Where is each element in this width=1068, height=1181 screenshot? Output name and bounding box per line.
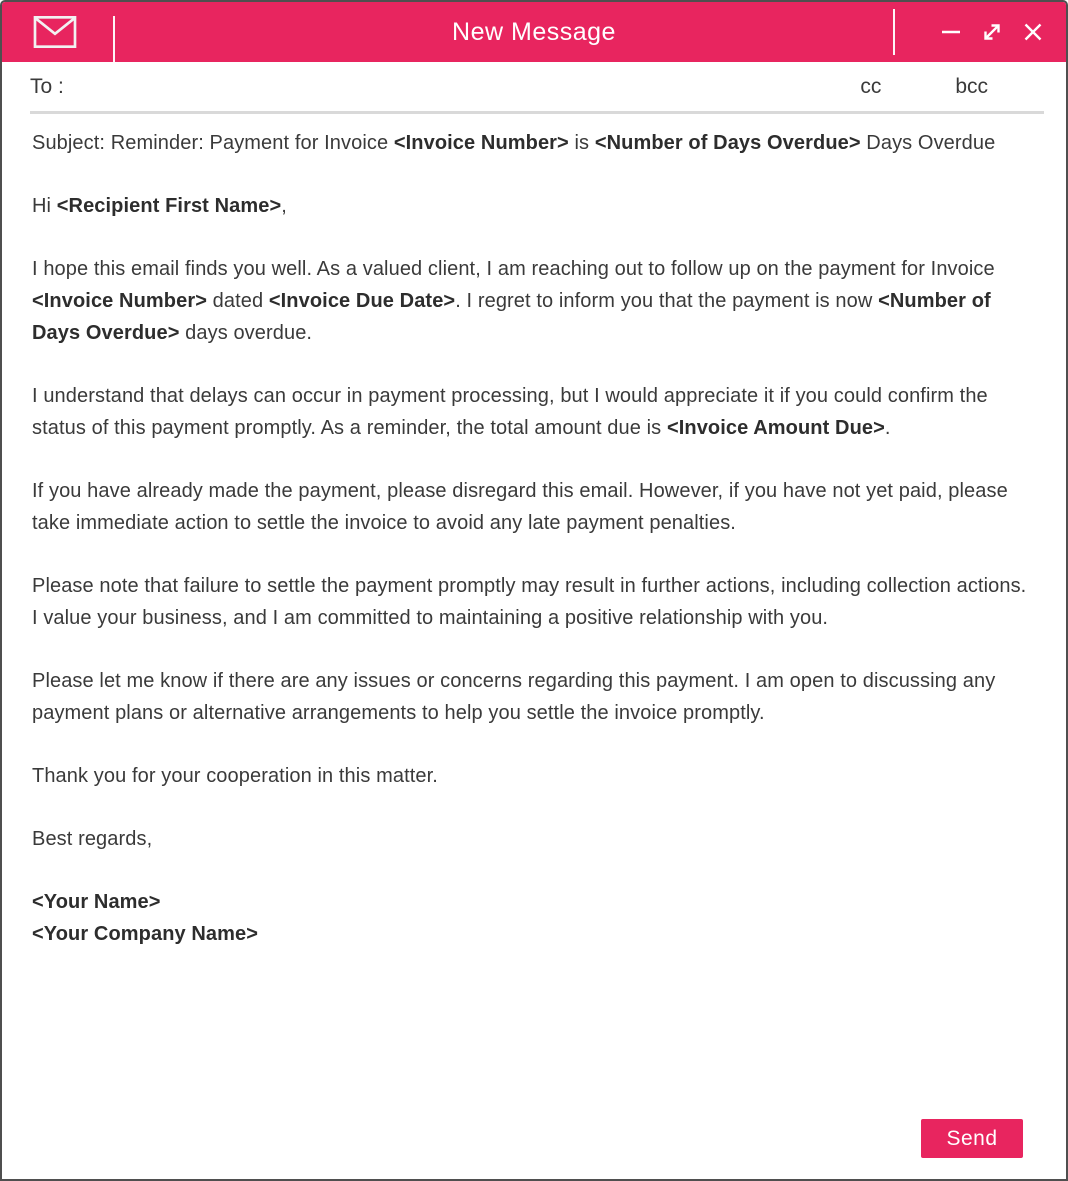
- envelope-icon: [33, 16, 77, 48]
- close-button[interactable]: [1020, 12, 1046, 52]
- expand-icon: [980, 20, 1004, 44]
- window-controls: [893, 9, 1066, 55]
- titlebar-left-divider: [113, 16, 115, 62]
- body-text: If you have already made the payment, please disregard this email. However, if you have not yet paid, please take immediate action to settle the invoice to avoid any late payment penalties.: [32, 480, 1014, 534]
- merge-field: <Number of Days Overdue>: [32, 290, 997, 344]
- paragraph-disregard: [32, 475, 1030, 539]
- titlebar: [2, 2, 1066, 62]
- greeting: [32, 190, 1030, 222]
- body-text: Subject: Reminder: Payment for Invoice: [32, 132, 394, 154]
- resize-button[interactable]: [979, 12, 1005, 52]
- titlebar-right-divider: [893, 9, 895, 55]
- merge-field: <Invoice Number>: [32, 290, 207, 312]
- close-icon: [1022, 21, 1044, 43]
- body-text: Days Overdue: [860, 132, 996, 154]
- minimize-icon: [940, 21, 962, 43]
- body-text: is: [568, 132, 595, 154]
- body-text: Thank you for your cooperation in this matter.: [32, 765, 438, 787]
- signature: [32, 886, 1030, 950]
- to-label: To :: [30, 74, 64, 98]
- window-title: New Message: [452, 17, 616, 46]
- message-body[interactable]: [2, 114, 1066, 1119]
- merge-field: <Invoice Amount Due>: [666, 417, 885, 439]
- body-text: ,: [281, 195, 287, 217]
- cc-button[interactable]: cc: [856, 73, 885, 101]
- body-text: .: [884, 417, 891, 439]
- merge-field: <Your Name>: [32, 891, 161, 913]
- bcc-button[interactable]: bcc: [951, 73, 992, 101]
- subject-line: [32, 127, 1030, 159]
- merge-field: <Recipient First Name>: [56, 195, 282, 217]
- merge-field: <Invoice Due Date>: [268, 290, 456, 312]
- body-text: dated: [207, 290, 269, 312]
- merge-field: <Number of Days Overdue>: [594, 132, 861, 154]
- merge-field: <Invoice Number>: [393, 132, 569, 154]
- send-button[interactable]: Send: [921, 1119, 1023, 1158]
- footer-row: [2, 1119, 1066, 1179]
- merge-field: <Your Company Name>: [32, 923, 259, 945]
- body-text: days overdue.: [179, 322, 313, 344]
- to-input[interactable]: [74, 75, 856, 99]
- body-text: I hope this email finds you well. As a valued client, I am reaching out to follow up on the payment for Invoice: [32, 258, 1001, 280]
- body-text: Please note that failure to settle the payment promptly may result in further actions, including collection actions. I value your business, and I am committed to maintaining a positive relationship with you.: [32, 575, 1033, 629]
- body-text: . I regret to inform you that the payment is now: [455, 290, 879, 312]
- body-text: Hi: [32, 195, 57, 217]
- paragraph-further-actions: [32, 570, 1033, 634]
- paragraph-thanks: [32, 760, 1030, 792]
- paragraph-amount-due: [32, 380, 1030, 444]
- closing: [32, 823, 1030, 855]
- body-text: Please let me know if there are any issues or concerns regarding this payment. I am open to discussing any payment plans or alternative arrangements to help you settle the invoice promptly.: [32, 670, 1001, 724]
- minimize-button[interactable]: [938, 12, 964, 52]
- body-text: Best regards,: [32, 828, 153, 850]
- paragraph-followup: [32, 253, 1030, 349]
- body-text: I understand that delays can occur in payment processing, but I would appreciate it if you could confirm the status of this payment promptly. As a reminder, the total amount due is: [32, 385, 994, 439]
- recipients-row: [30, 62, 1044, 114]
- paragraph-payment-plans: [32, 665, 1030, 729]
